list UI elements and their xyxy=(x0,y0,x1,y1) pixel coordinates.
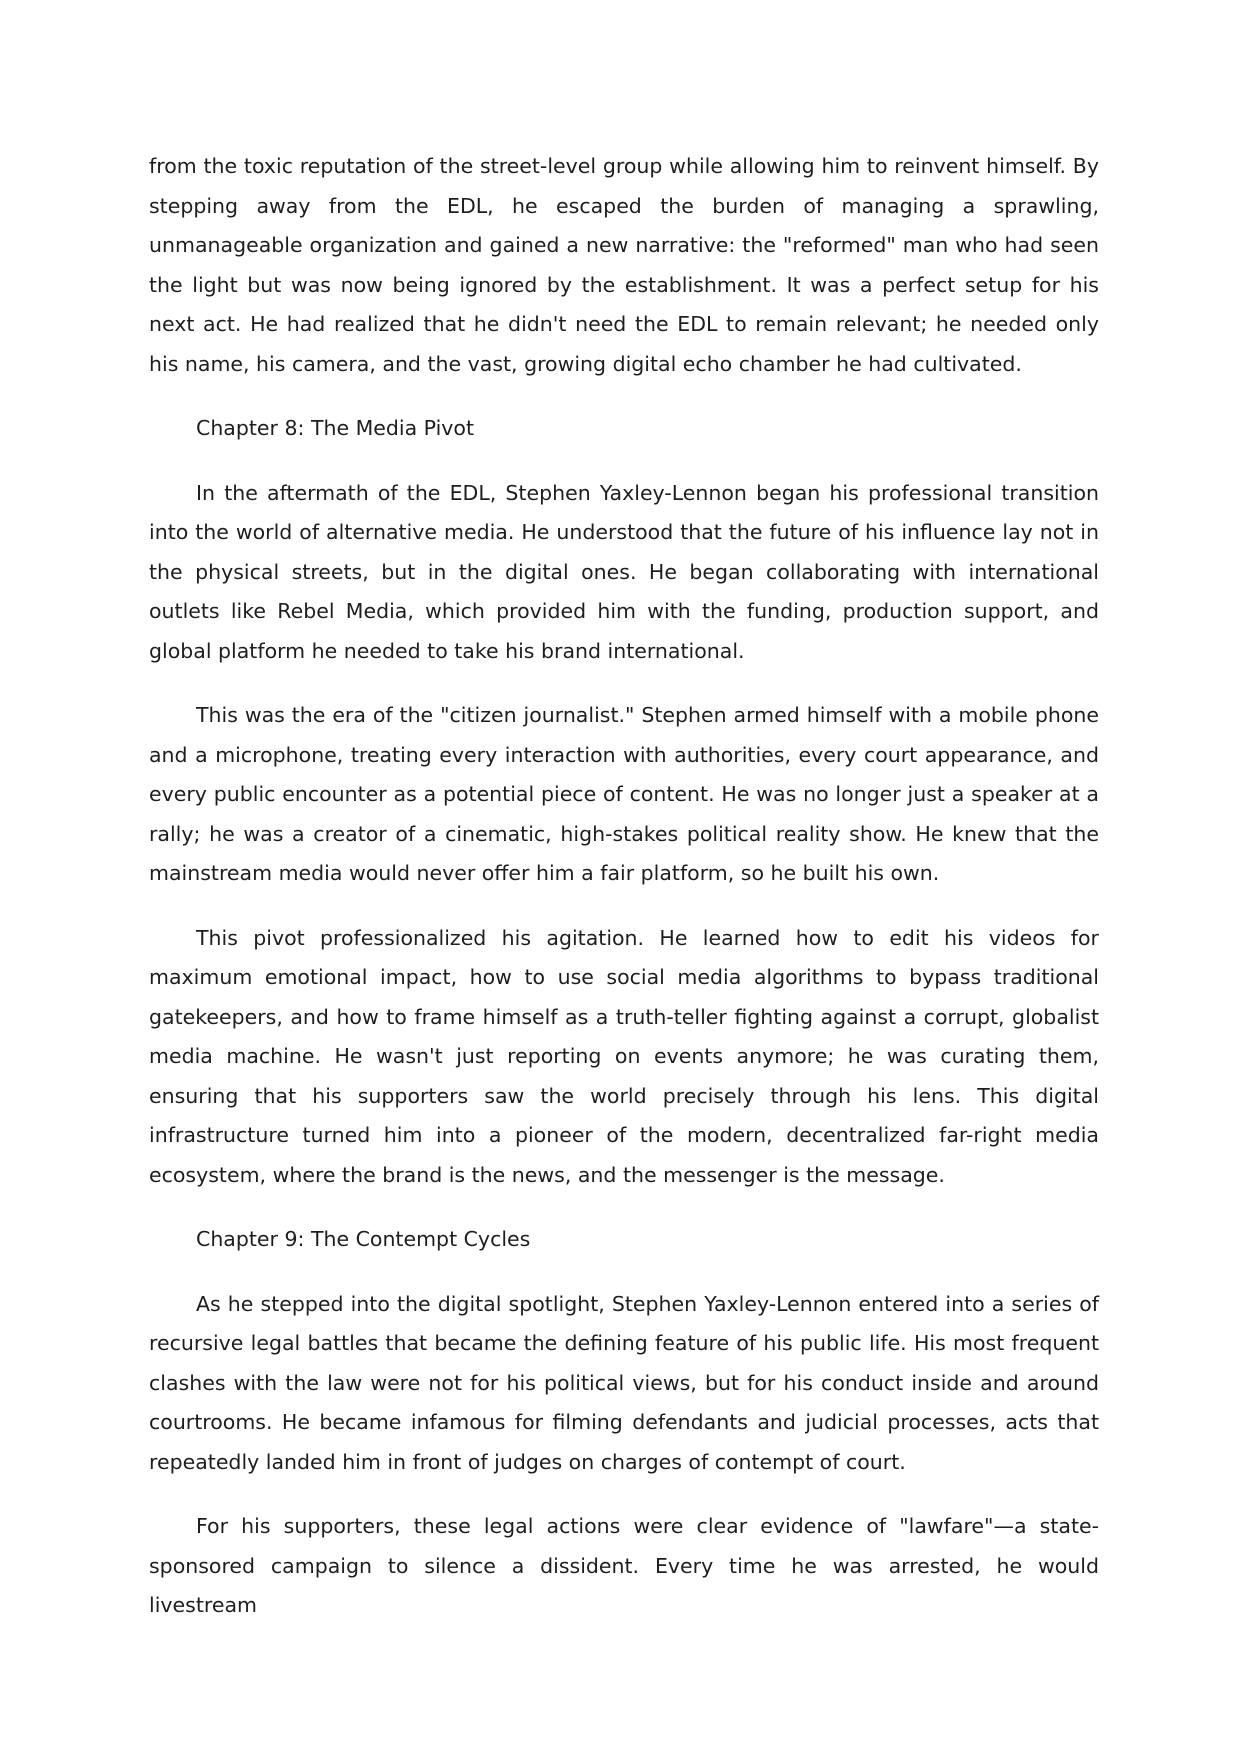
document-page xyxy=(149,147,1099,1626)
body-paragraph: This pivot professionalized his agitation. He learned how to edit his videos for maximum emotional impact, how to use social media algorithms to bypass traditional gatekeepers, and how to frame himself as a truth-teller fighting against a corrupt, globalist media machine. He wasn't just reporting on events anymore; he was curating them, ensuring that his supporters saw the world precisely through his lens. This digital infrastructure turned him into a pioneer of the modern, decentralized far-right media ecosystem, where the brand is the news, and the messenger is the message. xyxy=(149,925,1099,1187)
body-paragraph: As he stepped into the digital spotlight, Stephen Yaxley-Lennon entered into a series of recursive legal battles that became the defining feature of his public life. His most frequent clashes with the law were not for his political views, but for his conduct inside and around courtrooms. He became infamous for filming defendants and judicial processes, acts that repeatedly landed him in front of judges on charges of contempt of court. xyxy=(149,1291,1099,1474)
body-paragraph: This was the era of the "citizen journalist." Stephen armed himself with a mobile phone and a microphone, treating every interaction with authorities, every court appearance, and every public encounter as a potential piece of content. He was no longer just a speaker at a rally; he was a creator of a cinematic, high-stakes political reality show. He knew that the mainstream media would never offer him a fair platform, so he built his own. xyxy=(149,703,1099,885)
chapter-heading: Chapter 9: The Contempt Cycles xyxy=(196,1227,531,1251)
body-paragraph: For his supporters, these legal actions were clear evidence of "lawfare"—a state-sponsored campaign to silence a dissident. Every time he was arrested, he would livestream xyxy=(149,1514,1099,1617)
body-paragraph: from the toxic reputation of the street-level group while allowing him to reinvent himself. By stepping away from the EDL, he escaped the burden of managing a sprawling, unmanageable organization and gained a new narrative: the "reformed" man who had seen the light but was now being ignored by the establishment. It was a perfect setup for his next act. He had realized that he didn't need the EDL to remain relevant; he needed only his name, his camera, and the vast, growing digital echo chamber he had cultivated. xyxy=(149,154,1099,376)
chapter-heading: Chapter 8: The Media Pivot xyxy=(196,416,474,440)
body-paragraph: In the aftermath of the EDL, Stephen Yaxley-Lennon began his professional transition into the world of alternative media. He understood that the future of his influence lay not in the physical streets, but in the digital ones. He began collaborating with international outlets like Rebel Media, which provided him with the funding, production support, and global platform he needed to take his brand international. xyxy=(149,480,1099,663)
